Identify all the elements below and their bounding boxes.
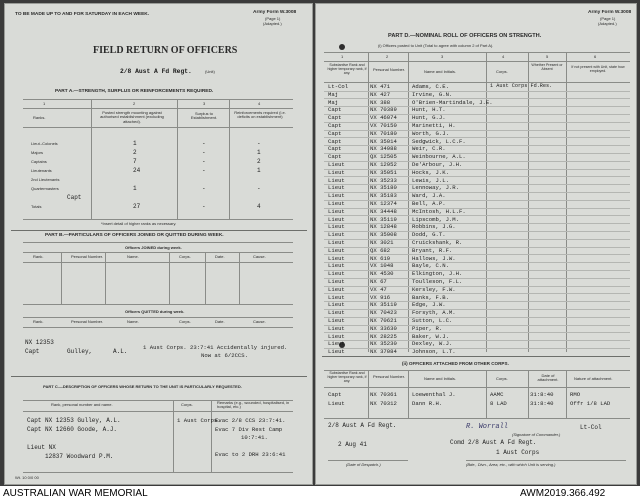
roll-name: Sutton, L.C. <box>412 317 453 324</box>
attached-number: NX 70312 <box>370 400 397 407</box>
roll-number: NX 35119 <box>370 215 397 223</box>
roll-name: Hocks, J.K. <box>412 168 449 176</box>
part-a-divider-2 <box>177 99 178 219</box>
roll-rank: Lieut <box>328 348 345 356</box>
roll-number: QX 12505 <box>370 153 397 161</box>
roll-name: Hallows, J.W. <box>412 254 456 262</box>
part-a-title: PART A.—STRENGTH, SURPLUS OR REINFORCEMENTS REQUIRED. <box>55 89 214 94</box>
part-d-subtitle: (i) Officers posted to Unit (Total to agree with column 2 of Part A). <box>378 43 494 48</box>
part-c-title: PART C.—DESCRIPTION OF OFFICERS WHOSE RETURN TO THE UNIT IS PARTICULARLY REQUESTED. <box>43 384 242 389</box>
roll-number: NX 70621 <box>370 317 397 324</box>
roll-divider-2 <box>408 52 409 352</box>
footnote: *Insert detail of higher ranks as necessary. <box>101 221 177 226</box>
attached-head-nature: Nature of attachment. <box>574 376 613 381</box>
roll-rank: Capt <box>328 106 342 114</box>
roll-rank: Lieut <box>328 223 345 231</box>
attached-nature: RMO <box>570 391 581 398</box>
part-c-head-remarks: Remarks (e.g., wounded, hospitalised, in hospital, etc.) <box>217 400 290 410</box>
roll-rank: Lieut <box>328 332 345 340</box>
roll-name: Ward, J.A. <box>412 192 446 200</box>
roll-number: NX 12952 <box>370 161 397 168</box>
roll-number: VX 47 <box>370 285 387 293</box>
roll-name: Bell, A.P. <box>412 200 446 207</box>
form-number: Army Form W.3008 <box>253 10 297 15</box>
roll-corps: 1 Aust Corps Fd.Res. <box>490 83 553 89</box>
quitted-head-corps: Corps. <box>179 319 191 324</box>
roll-col-number-3: 3 <box>441 54 444 59</box>
roll-number: NX 35014 <box>370 137 397 145</box>
roll-head-corps: Corps. <box>496 69 508 74</box>
roll-number: NX 34988 <box>370 145 397 153</box>
part-c-divider-1 <box>173 400 174 472</box>
roll-rank: Lieut <box>328 285 345 293</box>
form-page-right: (Page 1) <box>600 16 616 21</box>
roll-rank: Maj <box>328 98 339 106</box>
form-adapted-right: (Adapted.) <box>598 21 617 26</box>
roll-rank: Maj <box>328 90 339 98</box>
roll-number-rule <box>324 61 630 62</box>
part-a-divider-1 <box>91 99 92 219</box>
right-page <box>315 3 637 485</box>
part-a-top-rule <box>23 99 293 100</box>
roll-rank: Lieut <box>328 176 345 184</box>
unit-caption: (Unit) <box>205 69 215 74</box>
joined-divider-3 <box>169 252 170 304</box>
part-c-row-3: Lieut NX <box>27 444 56 451</box>
strength-value: 1 <box>133 140 137 147</box>
attached-nature: Offr 1/8 LAD <box>570 400 611 407</box>
roll-head-number: Personal Number. <box>372 67 405 72</box>
surplus-value: - <box>202 203 206 210</box>
roll-number: NX 35051 <box>370 168 397 176</box>
roll-rank: Lieut <box>328 278 345 285</box>
surplus-value: - <box>202 149 206 156</box>
part-c-remark-2: Evac 7 Div Rest Camp <box>215 426 283 433</box>
roll-head-employed: If not present with Unit, state how employed. <box>571 65 625 73</box>
attached-date: 31:8:40 <box>530 400 554 407</box>
col-number-3: 3 <box>203 101 206 106</box>
despatch-caption: (Date of Despatch.) <box>346 462 381 467</box>
col-head-ranks: Ranks. <box>33 115 46 120</box>
roll-name: Toulleson, F.L. <box>412 278 463 285</box>
roll-number: NX 388 <box>370 98 391 106</box>
despatch-rule <box>328 460 408 461</box>
reinforcement-value: 2 <box>257 158 261 165</box>
roll-number: NX 471 <box>370 83 391 90</box>
roll-name: Dexley, W.J. <box>412 340 453 348</box>
unit-value: 2/8 Aust A Fd Regt. <box>120 68 192 75</box>
quitted-initials: A.L. <box>113 348 128 355</box>
roll-name: O'Brien-Martindale, J.E. <box>412 98 493 106</box>
roll-name: Edge, J.W. <box>412 301 446 309</box>
roll-col-number-2: 2 <box>386 54 389 59</box>
roll-name: Banks, F.B. <box>412 293 449 301</box>
attached-number: NX 70361 <box>370 391 397 398</box>
roll-name: Sedgwick, L.C.F. <box>412 137 466 145</box>
roll-rank: Lieut <box>328 184 345 192</box>
strength-value: 7 <box>133 158 137 165</box>
reinforcement-value: - <box>257 185 261 192</box>
attached-name: Dann R.H. <box>412 400 443 407</box>
strength-value: 1 <box>133 185 137 192</box>
strength-value: 27 <box>133 203 141 210</box>
form-adapted: (Adapted.) <box>263 21 282 26</box>
roll-number: NX 35908 <box>370 231 397 239</box>
form-title: FIELD RETURN OF OFFICERS <box>93 45 238 56</box>
despatch-date: 2 Aug 41 <box>338 441 367 448</box>
surplus-value: - <box>202 158 206 165</box>
rank-label: Capt <box>67 194 82 201</box>
quitted-body-rule <box>23 327 293 328</box>
attached-name: Loewenthal J. <box>412 391 456 398</box>
roll-number: NX 37084 <box>370 348 397 356</box>
instruction-text: TO BE MADE UP TO AND FOR SATURDAY IN EACH WEEK. <box>15 12 150 17</box>
part-c-row-4: 12837 Woodward P.M. <box>45 453 114 460</box>
roll-head-rank: Substantive Rank and higher temporary rank, if any. <box>327 63 367 75</box>
part-c-remark-1: Evac 2/8 CCS 23:7:41. <box>215 417 286 424</box>
roll-name: Cruickshank, R. <box>412 239 463 246</box>
rank-label: Captains <box>31 159 47 164</box>
roll-col-number-4: 4 <box>502 54 505 59</box>
joined-head-number: Personal Number. <box>71 254 104 259</box>
roll-number: NX 619 <box>370 254 391 262</box>
joined-rule <box>23 252 293 253</box>
strength-value: 2 <box>133 149 137 156</box>
roll-rank: Lieut <box>328 231 345 239</box>
part-d-title: PART D.—NOMINAL ROLL OF OFFICERS ON STRENGTH. <box>388 33 542 39</box>
roll-rank: Lieut <box>328 301 345 309</box>
col-head-strength: Posted strength mounting against authorised establishment (excluding attached). <box>100 110 164 124</box>
part-b-title: PART B.—PARTICULARS OF OFFICERS JOINED OR QUITTED DURING WEEK. <box>45 233 224 238</box>
attached-divider-1 <box>368 370 369 418</box>
part-c-separator <box>11 376 307 377</box>
signature-caption: (Signature of Commander.) <box>512 432 561 437</box>
roll-name: Weir, C.R. <box>412 145 446 153</box>
roll-number: VX 916 <box>370 293 391 301</box>
roll-divider-1 <box>368 52 369 352</box>
signature: R. Worrall <box>466 423 509 431</box>
rank-label: Totals <box>31 204 42 209</box>
roll-rank: Lieut <box>328 192 345 200</box>
quitted-rank: Capt <box>25 348 40 355</box>
attached-title: (ii) OFFICERS ATTACHED FROM OTHER CORPS. <box>402 361 509 366</box>
roll-number: VX 1048 <box>370 262 394 270</box>
roll-name: Worth, G.J. <box>412 129 449 137</box>
part-a-body-rule <box>23 127 293 128</box>
roll-col-number-5: 5 <box>546 54 549 59</box>
bde-caption: (Bde., Divn., Area, etc., with which Unit is serving.) <box>466 462 556 467</box>
roll-number: NX 4530 <box>370 270 394 278</box>
roll-name: Hunt, G.J. <box>412 114 446 122</box>
left-page <box>4 3 313 485</box>
bde-rule <box>466 460 626 461</box>
roll-number: NX 35119 <box>370 301 397 309</box>
roll-number: NX 3021 <box>370 239 394 246</box>
roll-rank: Lieut <box>328 200 345 207</box>
command-line: Comd 2/8 Aust A Fd Regt. <box>450 439 537 446</box>
quitted-name: Gulley, <box>67 348 93 355</box>
quitted-head-cause: Cause. <box>253 319 266 324</box>
roll-rank: Lieut <box>328 168 345 176</box>
roll-top-rule <box>324 52 630 53</box>
roll-rank: Lieut <box>328 309 345 317</box>
roll-name: Bryant, R.F. <box>412 246 453 254</box>
roll-name: Forsyth, A.M. <box>412 309 456 317</box>
roll-name: Adams, C.E. <box>412 83 449 90</box>
roll-number: NX 12848 <box>370 223 397 231</box>
quitted-rule <box>23 317 293 318</box>
part-b-separator <box>11 230 307 231</box>
joined-divider-2 <box>105 252 106 304</box>
roll-name: Irvine, G.N. <box>412 90 453 98</box>
rank-label: Majors <box>31 150 44 155</box>
roll-head-present: Whether Present or Absent <box>531 63 563 71</box>
form-number-right: Army Form W.3008 <box>588 10 632 15</box>
part-c-remark-4: Evac to 2 DRH 23:6:41 <box>215 451 286 458</box>
roll-rank: Capt <box>328 129 342 137</box>
punch-hole-top <box>339 44 345 50</box>
part-a-head-rule <box>23 108 293 109</box>
joined-head-corps: Corps. <box>179 254 191 259</box>
corps-line: 1 Aust Corps <box>496 449 540 456</box>
roll-rank: Capt <box>328 114 342 122</box>
roll-divider-3 <box>486 52 487 352</box>
quitted-cause: 1 Aust Corps. 23:7:41 Accidentally injured. <box>143 344 288 351</box>
quitted-head-date: Date. <box>215 319 225 324</box>
joined-divider-5 <box>239 252 240 304</box>
roll-number: QX 682 <box>370 246 391 254</box>
part-c-row-1: Capt NX 12353 Gulley, A.L. <box>27 417 121 424</box>
roll-rank: Lieut <box>328 340 345 348</box>
roll-rank: Lieut <box>328 317 345 324</box>
roll-name: Elkington, J.H. <box>412 270 463 278</box>
roll-name: McIntosh, H.L.F. <box>412 207 466 215</box>
footer-accession: AWM2019.366.492 <box>520 488 606 499</box>
roll-number: NX 70423 <box>370 309 397 317</box>
joined-head-cause: Cause. <box>253 254 266 259</box>
attached-head-rank: Substantive Rank and higher temporary rank, if any. <box>327 371 367 383</box>
roll-number: NX 427 <box>370 90 391 98</box>
roll-number: NX 33630 <box>370 324 397 332</box>
col-number-1: 1 <box>43 101 46 106</box>
joined-head-name: Name. <box>127 254 139 259</box>
part-c-bottom-rule <box>23 472 293 473</box>
attached-bottom-rule <box>324 418 630 419</box>
roll-name: Hunt, H.T. <box>412 106 446 114</box>
roll-name: Weinbourne, A.L. <box>412 153 466 161</box>
unit-line: 2/8 Aust A Fd Regt. <box>328 422 397 429</box>
roll-name: Lewis, J.L. <box>412 176 449 184</box>
part-c-divider-2 <box>211 400 212 472</box>
roll-number: NX 70180 <box>370 129 397 137</box>
footer-institution: AUSTRALIAN WAR MEMORIAL <box>3 488 148 499</box>
roll-number: NX 35180 <box>370 184 397 192</box>
roll-rank: Lieut <box>328 161 345 168</box>
roll-rank: Lieut <box>328 215 345 223</box>
part-c-head-name: Rank, personal number and name. <box>51 402 113 407</box>
roll-divider-4 <box>528 52 529 352</box>
surplus-value: - <box>202 167 206 174</box>
roll-number: NX 34448 <box>370 207 397 215</box>
roll-rank: Capt <box>328 153 342 161</box>
roll-divider-5 <box>566 52 567 352</box>
roll-number: VX 70150 <box>370 122 397 129</box>
attached-body-rule <box>324 387 630 388</box>
reinforcement-value: 1 <box>257 149 261 156</box>
roll-rank: Lieut <box>328 246 345 254</box>
roll-number: NX 70389 <box>370 106 397 114</box>
part-b-rule <box>23 242 293 243</box>
roll-rank: Lieut <box>328 324 345 332</box>
attached-corps: AAMC <box>490 391 504 398</box>
part-a-bottom-rule <box>23 219 293 220</box>
col-head-reinforcements: Reinforcements required (i.e. deficits on establishment) <box>234 110 286 120</box>
attached-divider-5 <box>566 370 567 418</box>
part-c-head-corps: Corps. <box>181 402 193 407</box>
attached-head-number: Personal Number. <box>372 374 405 379</box>
roll-rank: Capt <box>328 137 342 145</box>
rank-label: Lieut.-Colonels <box>31 141 58 146</box>
col-number-4: 4 <box>258 101 261 106</box>
roll-number: VX 46074 <box>370 114 397 122</box>
roll-number: NX 28225 <box>370 332 397 340</box>
roll-name: De'Arbour, J.H. <box>412 161 463 168</box>
attached-rule <box>324 370 630 371</box>
roll-rank: Capt <box>328 122 342 129</box>
attached-divider-3 <box>486 370 487 418</box>
attached-head-date: Date of attachment. <box>537 373 559 383</box>
joined-head-date: Date. <box>215 254 225 259</box>
strength-value: 24 <box>133 167 141 174</box>
roll-rank: Lt-Col <box>328 83 349 90</box>
col-number-2: 2 <box>133 101 136 106</box>
roll-rank: Lieut <box>328 207 345 215</box>
roll-name: Piper, R. <box>412 324 443 332</box>
part-c-remark-3: 10:7:41. <box>241 434 268 441</box>
quitted-caption: Officers QUITTED during week. <box>125 309 185 314</box>
attached-head-corps: Corps. <box>496 376 508 381</box>
quitted-head-number: Personal Number. <box>71 319 104 324</box>
part-c-corps: 1 Aust Corps. <box>177 417 221 424</box>
attached-rank: Lieut <box>328 400 345 407</box>
roll-number: NX 12374 <box>370 200 397 207</box>
signature-rank: Lt-Col <box>580 424 602 431</box>
roll-rank: Lieut <box>328 254 345 262</box>
joined-bottom-rule <box>23 304 293 305</box>
attached-divider-2 <box>408 370 409 418</box>
part-a-divider-3 <box>229 99 230 219</box>
form-page: (Page 1) <box>265 16 281 21</box>
roll-name: Bayle, C.N. <box>412 262 449 270</box>
attached-separator <box>322 356 630 357</box>
roll-col-number-6: 6 <box>594 54 597 59</box>
quitted-head-rank: Rank. <box>33 319 44 324</box>
roll-col-number-1: 1 <box>341 54 344 59</box>
surplus-value: - <box>202 185 206 192</box>
roll-name: Lennoway, J.R. <box>412 184 459 192</box>
roll-name: Robbins, J.G. <box>412 223 456 231</box>
attached-rank: Capt <box>328 391 342 398</box>
part-c-row-2: Capt NX 12660 Goode, A.J. <box>27 426 118 433</box>
roll-name: Johnson, L.T. <box>412 348 456 356</box>
roll-name: Marinetti, H. <box>412 122 456 129</box>
rank-label: 2nd Lieutenants <box>31 177 60 182</box>
roll-number: NX 35183 <box>370 192 397 200</box>
quitted-number: NX 12353 <box>25 339 54 346</box>
rank-label: Lieutenants <box>31 168 52 173</box>
reinforcement-value: - <box>257 140 261 147</box>
roll-rank: Lieut <box>328 270 345 278</box>
roll-head-name: Name and Initials. <box>424 69 457 74</box>
roll-name: Dodd, G.T. <box>412 231 446 239</box>
roll-number: NX 35230 <box>370 340 397 348</box>
col-head-surplus: Surplus to Establishment. <box>190 111 218 121</box>
attached-divider-4 <box>528 370 529 418</box>
roll-number: NX 35233 <box>370 176 397 184</box>
surplus-value: - <box>202 140 206 147</box>
attached-head-name: Name and Initials. <box>424 376 457 381</box>
joined-divider-1 <box>61 252 62 304</box>
roll-rank: Capt <box>328 145 342 153</box>
roll-rank: Lieut <box>328 262 345 270</box>
reinforcement-value: 1 <box>257 167 261 174</box>
joined-caption: Officers JOINED during week. <box>125 245 182 250</box>
roll-name: Baker, W.J. <box>412 332 449 340</box>
joined-divider-4 <box>205 252 206 304</box>
joined-body-rule <box>23 262 293 263</box>
roll-name: Kersley, F.W. <box>412 285 456 293</box>
print-note: Wt. 10 0/0 00 <box>15 475 39 480</box>
roll-name: Lipscomb, J.M. <box>412 215 459 223</box>
attached-date: 31:8:40 <box>530 391 554 398</box>
joined-head-rank: Rank. <box>33 254 44 259</box>
roll-rank: Lieut <box>328 239 345 246</box>
rank-label: Quartermasters <box>31 186 59 191</box>
quitted-cause-location: Now at 6/2CCS. <box>201 352 248 359</box>
roll-number: NX 67 <box>370 278 387 285</box>
reinforcement-value: 4 <box>257 203 261 210</box>
roll-rank: Lieut <box>328 293 345 301</box>
quitted-head-name: Name. <box>127 319 139 324</box>
attached-corps: 8 LAD <box>490 400 507 407</box>
part-c-body-rule <box>23 411 293 412</box>
